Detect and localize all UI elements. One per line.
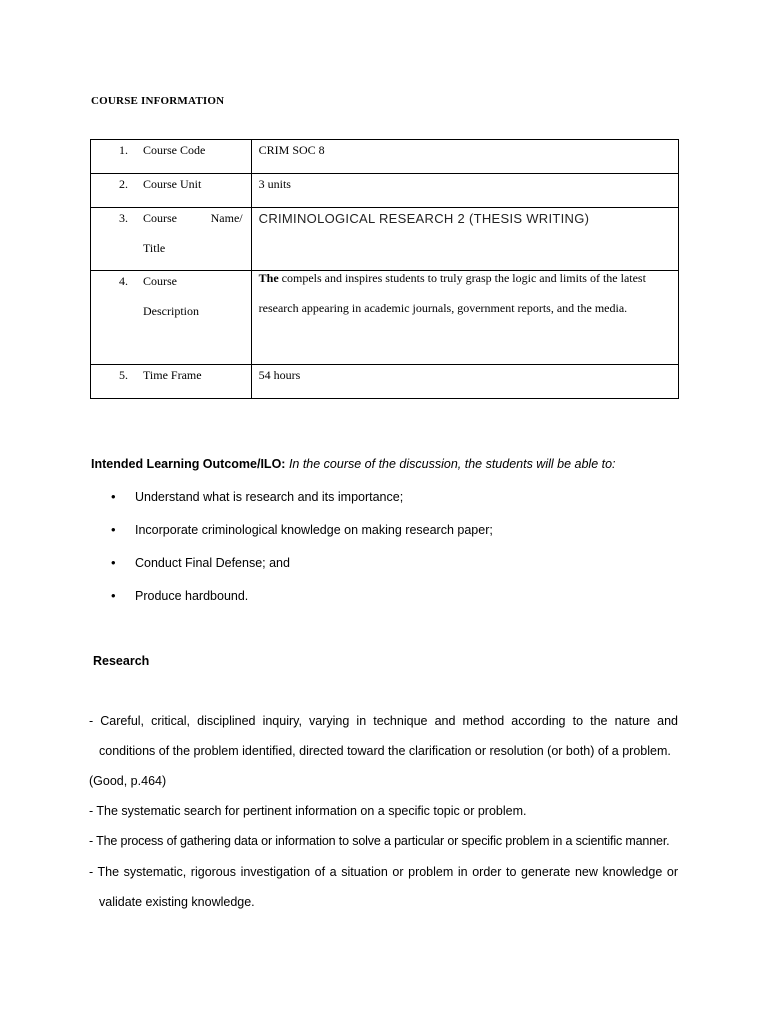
section-title: COURSE INFORMATION (91, 95, 225, 107)
time-frame-value: 54 hours (258, 368, 301, 382)
table-row (91, 208, 679, 271)
bullet-icon: • (111, 555, 116, 570)
time-frame-label: Time Frame (143, 368, 202, 382)
course-unit-value: 3 units (258, 177, 291, 191)
row-number: 5. (119, 368, 128, 382)
definition-line: - The process of gathering data or information to solve a particular or specific problem in a scientific manner. (89, 834, 670, 848)
ilo-intro: In the course of the discussion, the students will be able to: (288, 457, 616, 471)
table-row (91, 174, 679, 208)
row-number: 4. (119, 274, 128, 288)
course-unit-label: Course Unit (143, 177, 202, 191)
description-text: compels and inspires students to truly grasp the logic and limits of the latest research appearing in academic journals, government reports, and the media. (258, 271, 646, 315)
table-row (91, 140, 679, 174)
course-name-label-c: Title (143, 241, 166, 255)
course-info-table (90, 139, 679, 399)
course-desc-label-a: Course (143, 274, 177, 288)
bullet-icon: • (111, 588, 116, 603)
document-page: COURSE INFORMATION 1. Course Code CRIM SOC 8 2. Course Unit 3 units 3. Course Name/ Title CRIMINOLOGICAL RESEARCH 2 (THESIS WRITING) 4. Course Description The compels and inspires students to truly grasp the logic and limits of the latest research appearing in academic journals, government reports, and the media. 5. Time Frame 54 hours Intended Learning Outcome/ILO: In the course of the discussion, the students will be able to: • Understand what is research and its importance; • Incorporate criminological knowledge on making research paper; • Conduct Final Defense; and • Produce hardbound. Research - Careful, critical, disciplined inquiry, varying in technique and method according to the nature and conditions of the problem identified, directed toward the clarification or resolution (or both) of a problem. (Good, p.464) - The systematic search for pertinent information on a specific topic or problem. - The process of gathering data or information to solve a particular or specific problem in a scientific manner. - The systematic, rigorous investigation of a situation or problem in order to generate new knowledge or validate existing knowledge. (89, 95, 678, 909)
course-description-value (252, 263, 678, 323)
course-code-label: Course Code (143, 143, 206, 157)
research-heading: Research (93, 654, 150, 668)
row-number: 2. (119, 177, 128, 191)
bullet-icon: • (111, 489, 116, 504)
definition-line: - The systematic, rigorous investigation of a situation or problem in order to generate new knowledge or (89, 865, 678, 879)
row-number: 1. (119, 143, 128, 157)
definition-line: - Careful, critical, disciplined inquiry, varying in technique and method according to the nature and (89, 714, 678, 728)
course-title-value: CRIMINOLOGICAL RESEARCH 2 (THESIS WRITING) (258, 211, 590, 226)
table-row (91, 271, 679, 365)
course-name-label-b: Name/ (210, 211, 243, 225)
description-lead: The (258, 271, 279, 285)
table-row (91, 365, 679, 399)
course-desc-label-c: Description (143, 304, 199, 318)
row-number: 3. (119, 211, 128, 225)
definition-line: validate existing knowledge. (99, 895, 255, 909)
definition-citation: (Good, p.464) (89, 774, 167, 788)
course-name-label-a: Course (143, 211, 177, 225)
bullet-icon: • (111, 522, 116, 537)
ilo-label: Intended Learning Outcome/ILO: (91, 457, 286, 471)
ilo-heading (91, 457, 616, 471)
definition-line: - The systematic search for pertinent information on a specific topic or problem. (89, 804, 527, 818)
definition-line: conditions of the problem identified, directed toward the clarification or resolution (or both) of a problem. (99, 744, 671, 758)
course-code-value: CRIM SOC 8 (258, 143, 325, 157)
